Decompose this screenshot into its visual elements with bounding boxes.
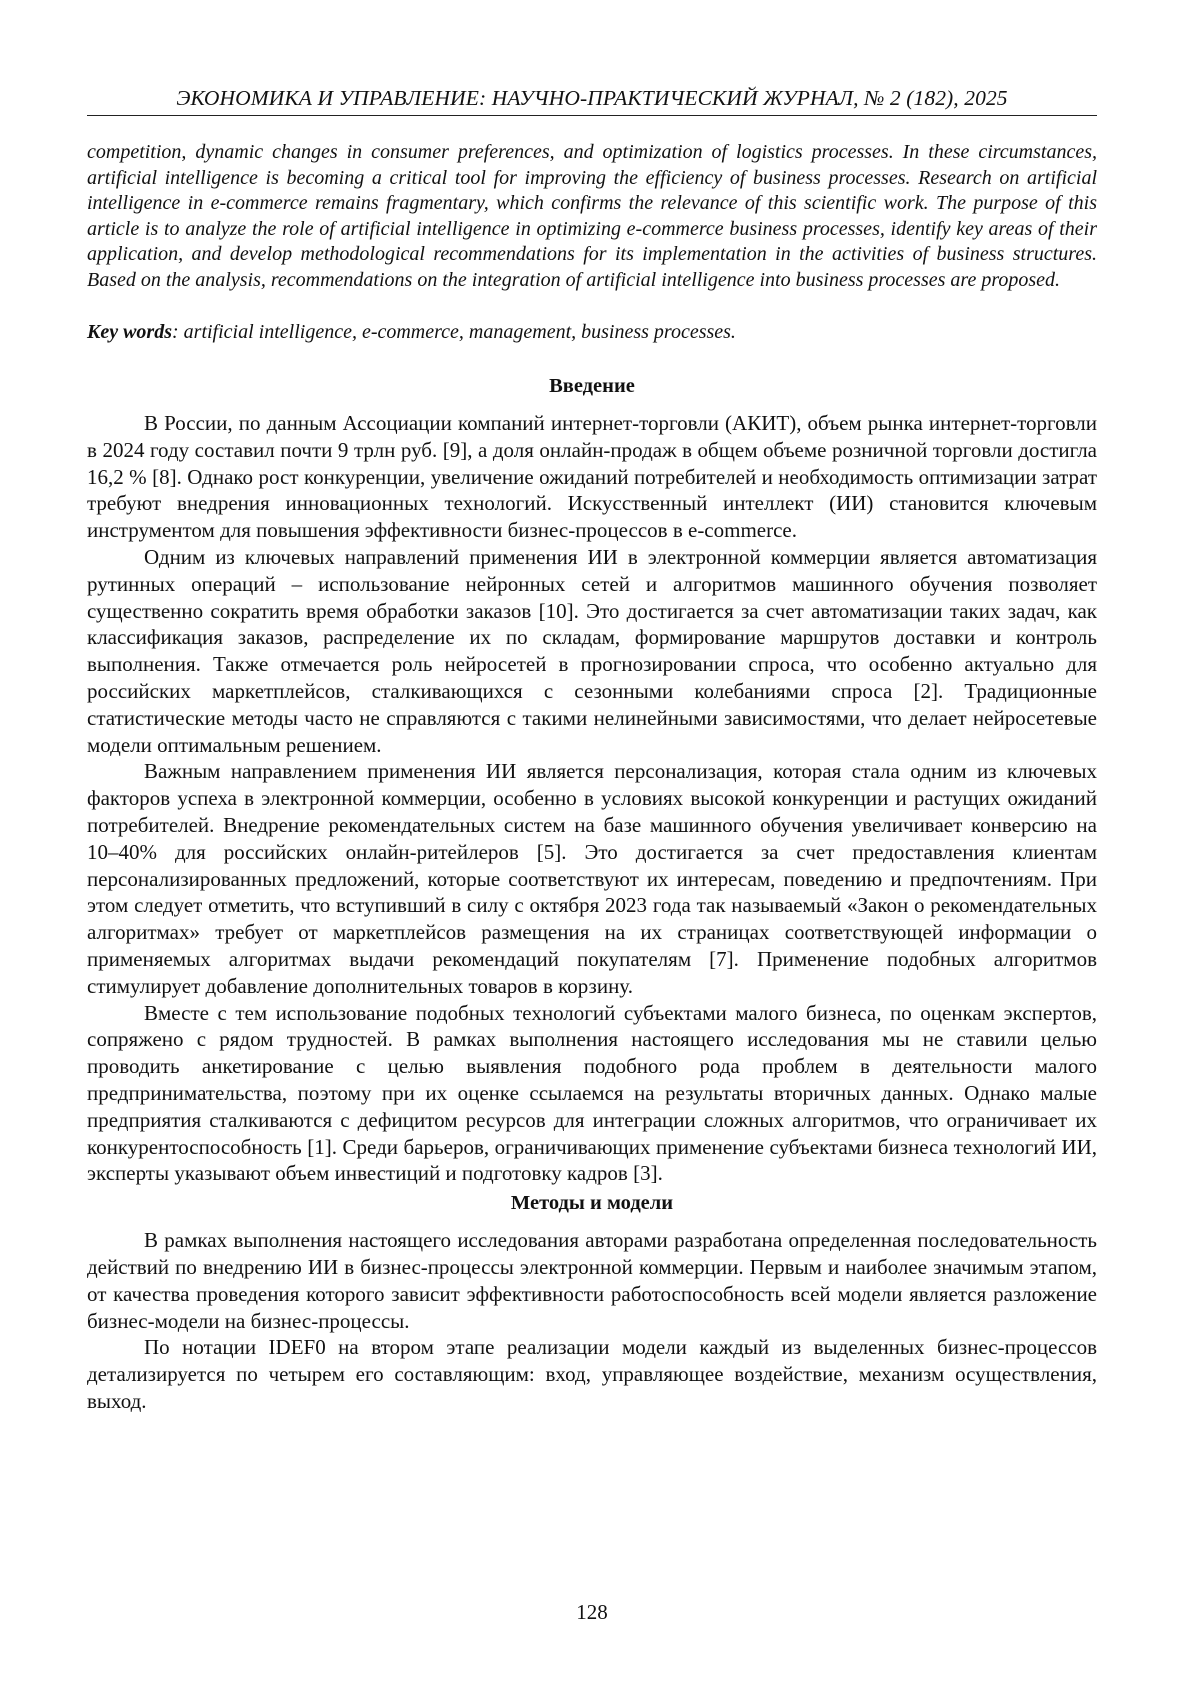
methods-paragraph-1: В рамках выполнения настоящего исследования авторами разработана определенная последовательность действий по внедрению ИИ в бизнес-процессы электронной коммерции. Первым и наиболее значимым этапом, от качества проведения которого зависит эффективности работоспособность всей модели является разложение бизнес-модели на бизнес-процессы. xyxy=(87,1227,1097,1334)
header-divider xyxy=(87,115,1097,116)
intro-paragraph-2: Одним из ключевых направлений применения ИИ в электронной коммерции является автоматизация рутинных операций – использование нейронных сетей и алгоритмов машинного обучения позволяет существенно сократить время обработки заказов [10]. Это достигается за счет автоматизации таких задач, как классификация заказов, распределение их по складам, формирование маршрутов доставки и контроль выполнения. Также отмечается роль нейросетей в прогнозировании спроса, что особенно актуально для российских маркетплейсов, сталкивающихся с сезонными колебаниями спроса [2]. Традиционные статистические методы часто не справляются с такими нелинейными зависимостями, что делает нейросетевые модели оптимальным решением. xyxy=(87,544,1097,758)
intro-paragraph-3: Важным направлением применения ИИ является персонализация, которая стала одним из ключевых факторов успеха в электронной коммерции, особенно в условиях высокой конкуренции и растущих ожиданий потребителей. Внедрение рекомендательных систем на базе машинного обучения увеличивает конверсию на 10–40% для российских онлайн-ритейлеров [5]. Это достигается за счет предоставления клиентам персонализированных предложений, которые соответствуют их интересам, поведению и предпочтениям. При этом следует отметить, что вступивший в силу с октября 2023 года так называемый «Закон о рекомендательных алгоритмах» требует от маркетплейсов размещения на их страницах соответствующей информации о применяемых алгоритмах выдачи рекомендаций покупателям [7]. Применение подобных алгоритмов стимулирует добавление дополнительных товаров в корзину. xyxy=(87,758,1097,999)
keywords-line xyxy=(87,320,1097,346)
article-body xyxy=(87,372,1097,1415)
abstract-text: competition, dynamic changes in consumer preferences, and optimization of logistics processes. In these circumstances, artificial intelligence is becoming a critical tool for improving the efficiency of business processes. Research on artificial intelligence in e-commerce remains fragmentary, which confirms the relevance of this scientific work. The purpose of this article is to analyze the role of artificial intelligence in optimizing e-commerce business processes, identify key areas of their application, and develop methodological recommendations for its implementation in the activities of business structures. Based on the analysis, recommendations on the integration of artificial intelligence into business processes are proposed. xyxy=(87,140,1097,294)
intro-paragraph-4: Вместе с тем использование подобных технологий субъектами малого бизнеса, по оценкам экспертов, сопряжено с рядом трудностей. В рамках выполнения настоящего исследования мы не ставили целью проводить анкетирование с целью выявления подобного рода проблем в деятельности малого предпринимательства, поэтому при их оценке ссылаемся на результаты вторичных данных. Однако малые предприятия сталкиваются с дефицитом ресурсов для интеграции сложных алгоритмов, что ограничивает их конкурентоспособность [1]. Среди барьеров, ограничивающих применение субъектами бизнеса технологий ИИ, эксперты указывают объем инвестиций и подготовку кадров [3]. xyxy=(87,1000,1097,1188)
keywords-label: Key words xyxy=(87,321,172,343)
running-header: ЭКОНОМИКА И УПРАВЛЕНИЕ: НАУЧНО-ПРАКТИЧЕСКИЙ ЖУРНАЛ, № 2 (182), 2025 xyxy=(87,86,1097,111)
section-title-methods: Методы и модели xyxy=(87,1189,1097,1217)
page-number: 128 xyxy=(87,1600,1097,1625)
section-title-introduction: Введение xyxy=(87,372,1097,400)
intro-paragraph-1: В России, по данным Ассоциации компаний интернет-торговли (АКИТ), объем рынка интернет-торговли в 2024 году составил почти 9 трлн руб. [9], а доля онлайн-продаж в общем объеме розничной торговли достигла 16,2 % [8]. Однако рост конкуренции, увеличение ожиданий потребителей и необходимость оптимизации затрат требуют внедрения инновационных технологий. Искусственный интеллект (ИИ) становится ключевым инструментом для повышения эффективности бизнес-процессов в e-commerce. xyxy=(87,410,1097,544)
keywords-list: : artificial intelligence, e-commerce, management, business processes. xyxy=(172,321,736,343)
methods-paragraph-2: По нотации IDEF0 на втором этапе реализации модели каждый из выделенных бизнес-процессов детализируется по четырем его составляющим: вход, управляющее воздействие, механизм осуществления, выход. xyxy=(87,1334,1097,1414)
